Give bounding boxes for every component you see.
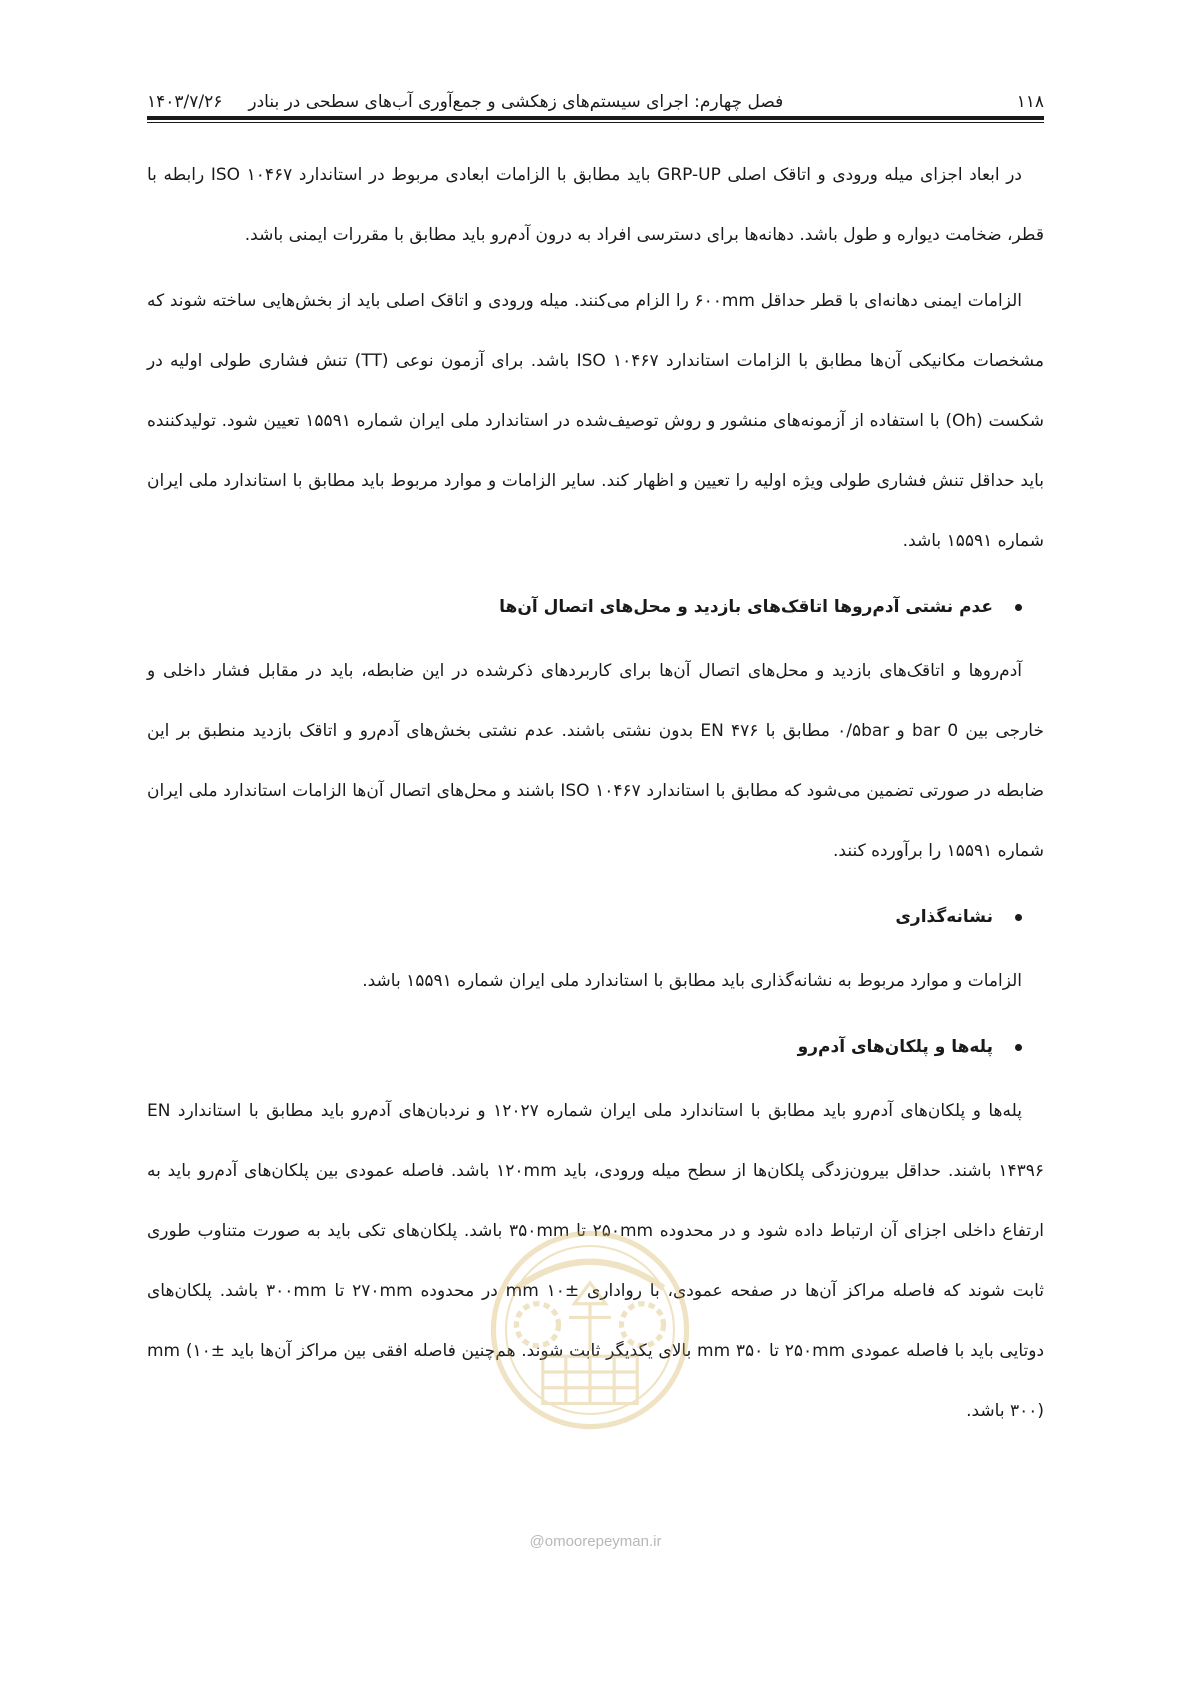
at-sign-icon: @ bbox=[529, 1533, 545, 1550]
paragraph-marking: الزامات و موارد مربوط به نشانه‌گذاری باید مطابق با استاندارد ملی ایران شماره ۱۵۵۹۱ باشد. bbox=[362, 971, 1022, 991]
header-title-group bbox=[147, 92, 783, 112]
bullet-heading-text: عدم نشتی آدم‌روها اتاقک‌های بازدید و محل‌های اتصال آن‌ها bbox=[499, 597, 993, 617]
bullet-heading-leaktightness bbox=[147, 577, 1044, 637]
bullet-heading-text: نشانه‌گذاری bbox=[895, 907, 993, 927]
header-rule-thick bbox=[147, 116, 1044, 120]
paragraph-leaktightness: آدم‌روها و اتاقک‌های بازدید و محل‌های اتصال آن‌ها برای کاربردهای ذکرشده در این ضابطه، باید در مقابل فشار داخلی و خارجی بین 0 bar و ۰/۵bar مطابق با EN ۴۷۶ بدون نشتی باشند. عدم نشتی بخش‌های آدم‌رو و اتاقک بازدید منطبق بر این ضابطه در صورتی تضمین می‌شود که مطابق با استاندارد ISO ۱۰۴۶۷ باشند و محل‌های اتصال آن‌ها الزامات استاندارد ملی ایران شماره ۱۵۵۹۱ را برآورده کنند. bbox=[147, 661, 1044, 861]
chapter-title: فصل چهارم: اجرای سیستم‌های زهکشی و جمع‌آوری آب‌های سطحی در بنادر bbox=[248, 92, 784, 112]
page-number: ۱۱۸ bbox=[1016, 92, 1044, 112]
paragraph-dimensions: در ابعاد اجزای میله ورودی و اتاقک اصلی GRP-UP باید مطابق با الزامات ابعادی مربوط در استاندارد ۱۰۴۶۷ ISO رابطه با قطر، ضخامت دیواره و طول باشد. دهانه‌ها برای دسترسی افراد به درون آدم‌رو باید مطابق با مقررات ایمنی باشد. bbox=[147, 165, 1044, 245]
website-text: omoorepeyman.ir bbox=[544, 1533, 662, 1550]
header-rule-thin bbox=[147, 122, 1044, 123]
bullet-heading-steps-ladders bbox=[147, 1017, 1044, 1077]
paragraph-safety-requirements: الزامات ایمنی دهانه‌ای با قطر حداقل ۶۰۰mm را الزام می‌کنند. میله ورودی و اتاقک اصلی باید از بخش‌هایی ساخته شوند که مشخصات مکانیکی آن‌ها مطابق با الزامات استاندارد ISO ۱۰۴۶۷ باشد. برای آزمون نوعی (TT) تنش فشاری طولی اولیه در شکست (Oh) با استفاده از آزمونه‌های منشور و روش توصیف‌شده در استاندارد ملی ایران شماره ۱۵۵۹۱ تعیین شود. تولیدکننده باید حداقل تنش فشاری طولی ویژه اولیه را تعیین و اظهار کند. سایر الزامات و موارد مربوط باید مطابق با استاندارد ملی ایران شماره ۱۵۵۹۱ باشد. bbox=[147, 291, 1045, 551]
bullet-dot bbox=[1015, 604, 1022, 611]
footer-website bbox=[0, 1533, 1191, 1550]
bullet-dot bbox=[1015, 914, 1022, 921]
bullet-heading-text: پله‌ها و پلکان‌های آدم‌رو bbox=[797, 1037, 993, 1057]
bullet-dot bbox=[1015, 1044, 1022, 1051]
watermark-seal-logo bbox=[485, 1225, 695, 1435]
bullet-heading-marking bbox=[147, 887, 1044, 947]
paragraph-steps-ladders: پله‌ها و پلکان‌های آدم‌رو باید مطابق با استاندارد ملی ایران شماره ۱۲۰۲۷ و نردبان‌های آدم‌رو باید مطابق با استاندارد EN ۱۴۳۹۶ باشند. حداقل بیرون‌زدگی پلکان‌ها از سطح میله ورودی، باید ۱۲۰mm باشد. فاصله عمودی بین پلکان‌های آدم‌رو باید به ارتفاع داخلی اجزای آن ارتباط داده شود و در محدوده ۲۵۰mm تا ۳۵۰mm باشد. پلکان‌های تکی باید به صورت متناوب طوری ثابت شوند که فاصله مراکز آن‌ها در صفحه عمودی، با رواداری ±۱۰ mm در محدوده ۲۷۰mm تا ۳۰۰mm باشد. پلکان‌های دوتایی باید با فاصله عمودی ۲۵۰mm تا ۳۵۰ mm بالای یکدیگر ثابت شوند. هم‌چنین فاصله افقی بین مراکز آن‌ها باید mm (۱۰± ۳۰۰) باشد. bbox=[147, 1101, 1045, 1421]
page-header bbox=[147, 72, 1044, 112]
header-date: ۱۴۰۳/۷/۲۶ bbox=[147, 92, 223, 112]
